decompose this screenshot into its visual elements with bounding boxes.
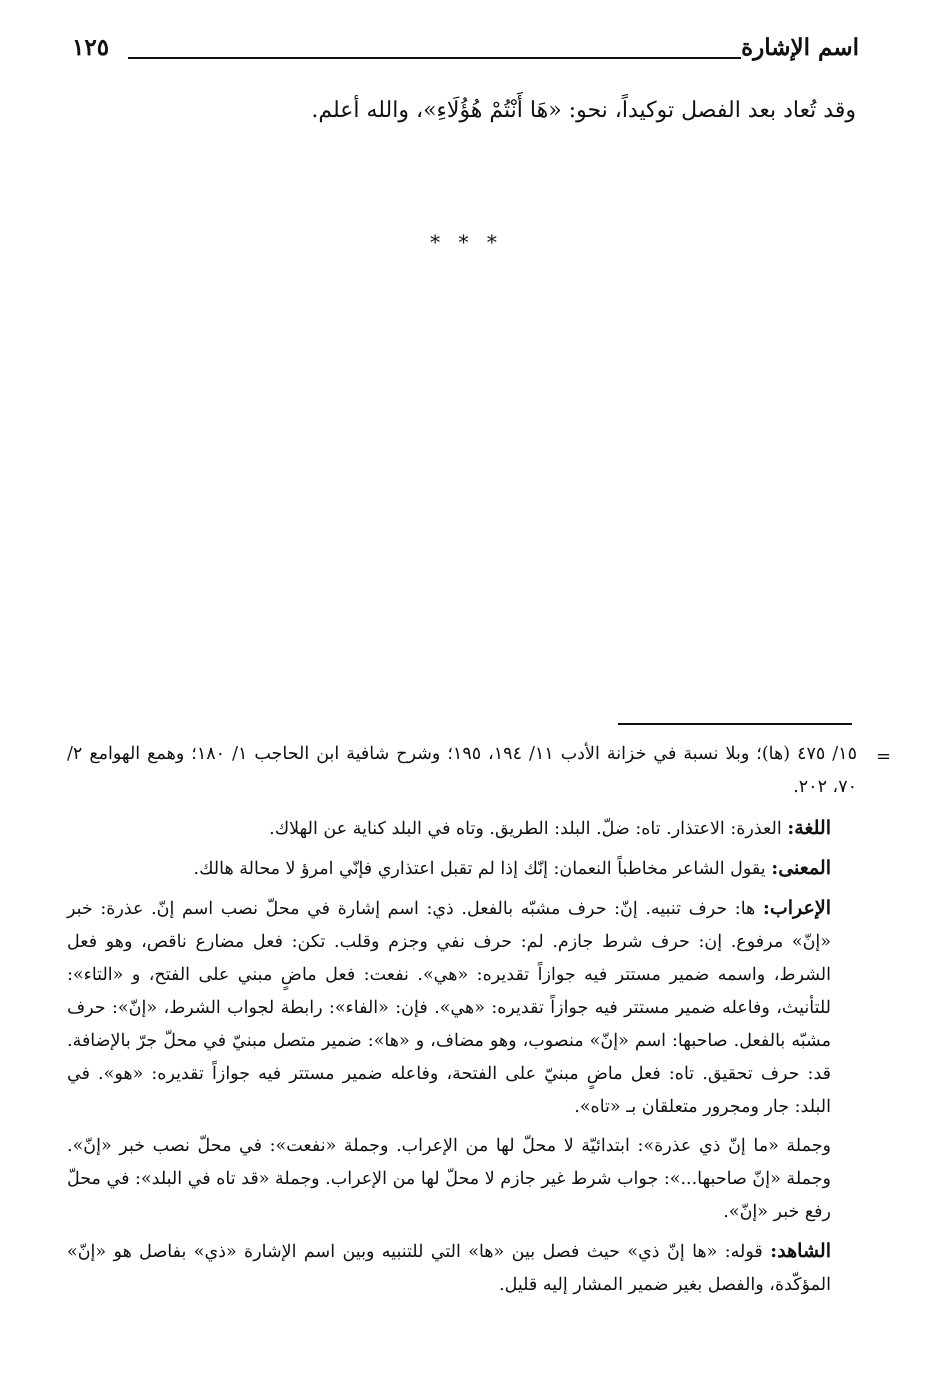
lugha-text: العذرة: الاعتذار. تاه: ضلّ. البلد: الطريق. وتاه في البلد كناية عن الهلاك. bbox=[269, 819, 782, 839]
lugha-label: اللغة: bbox=[787, 817, 831, 839]
section-separator: * * * bbox=[430, 230, 503, 254]
running-title: اسم الإشارة bbox=[741, 34, 859, 61]
footnote-maana bbox=[67, 852, 857, 886]
irab-label: الإعراب: bbox=[762, 897, 831, 919]
main-paragraph: وقد تُعاد بعد الفصل توكيداً، نحو: «هَا أَنْتُمْ هُؤُلَاءِ»، والله أعلم. bbox=[311, 98, 856, 123]
maana-label: المعنى: bbox=[771, 857, 831, 879]
footnote-irab bbox=[67, 892, 857, 1124]
header-rule bbox=[128, 57, 741, 59]
footnote-jumal: وجملة «ما إنّ ذي عذرة»: ابتدائيّة لا محلّ لها من الإعراب. وجملة «نفعت»: في محلّ نصب خبر «إنّ». وجملة «إنّ صاحبها...»: جواب شرط غير جازم لا محلّ لها من الإعراب. وجملة «قد تاه في البلد»: في محلّ رفع خبر «إنّ». bbox=[67, 1136, 831, 1222]
shahid-label: الشاهد: bbox=[770, 1240, 831, 1262]
footnotes bbox=[67, 738, 857, 1302]
page-header bbox=[72, 34, 859, 68]
continuation-marker: = bbox=[876, 746, 892, 767]
page-number: ١٢٥ bbox=[72, 34, 110, 61]
footnote-shahid bbox=[67, 1235, 857, 1302]
irab-text: ها: حرف تنبيه. إنّ: حرف مشبّه بالفعل. ذي: اسم إشارة في محلّ نصب اسم إنّ. عذرة: خبر «إنّ» مرفوع. إن: حرف شرط جازم. لم: حرف نفي وجزم وقلب. تكن: فعل مضارع ناقص، وهو فعل الشرط، واسمه ضمير مستتر فيه جوازاً تقديره: «هي». نفعت: فعل ماضٍ مبني على الفتح، و «التاء»: للتأنيث، وفاعله ضمير مستتر فيه جوازاً تقديره: «هي». فإن: «الفاء»: رابطة لجواب الشرط، «إنّ»: حرف مشبّه بالفعل. صاحبها: اسم «إنّ» منصوب، وهو مضاف، و «ها»: ضمير متصل مبنيّ في محلّ جرّ بالإضافة. قد: حرف تحقيق. تاه: فعل ماضٍ مبنيّ على الفتحة، وفاعله ضمير مستتر فيه جوازاً تقديره: «هو». في البلد: جار ومجرور متعلقان بـ «تاه». bbox=[67, 899, 831, 1117]
footnote-source: ١٥/ ٤٧٥ (ها)؛ وبلا نسبة في خزانة الأدب ١١/ ١٩٤، ١٩٥؛ وشرح شافية ابن الحاجب ١/ ١٨٠؛ وهمع الهوامع ٢/ ٧٠، ٢٠٢. bbox=[67, 744, 857, 797]
footnote-lugha bbox=[67, 812, 857, 846]
maana-text: يقول الشاعر مخاطباً النعمان: إنّك إذا لم تقبل اعتذاري فإنّي امرؤ لا محالة هالك. bbox=[193, 859, 766, 879]
footnote-rule bbox=[618, 723, 852, 725]
shahid-text: قوله: «ها إنّ ذي» حيث فصل بين «ها» التي للتنبيه وبين اسم الإشارة «ذي» بفاصل هو «إنّ» المؤكّدة، والفصل بغير ضمير المشار إليه قليل. bbox=[67, 1242, 831, 1295]
